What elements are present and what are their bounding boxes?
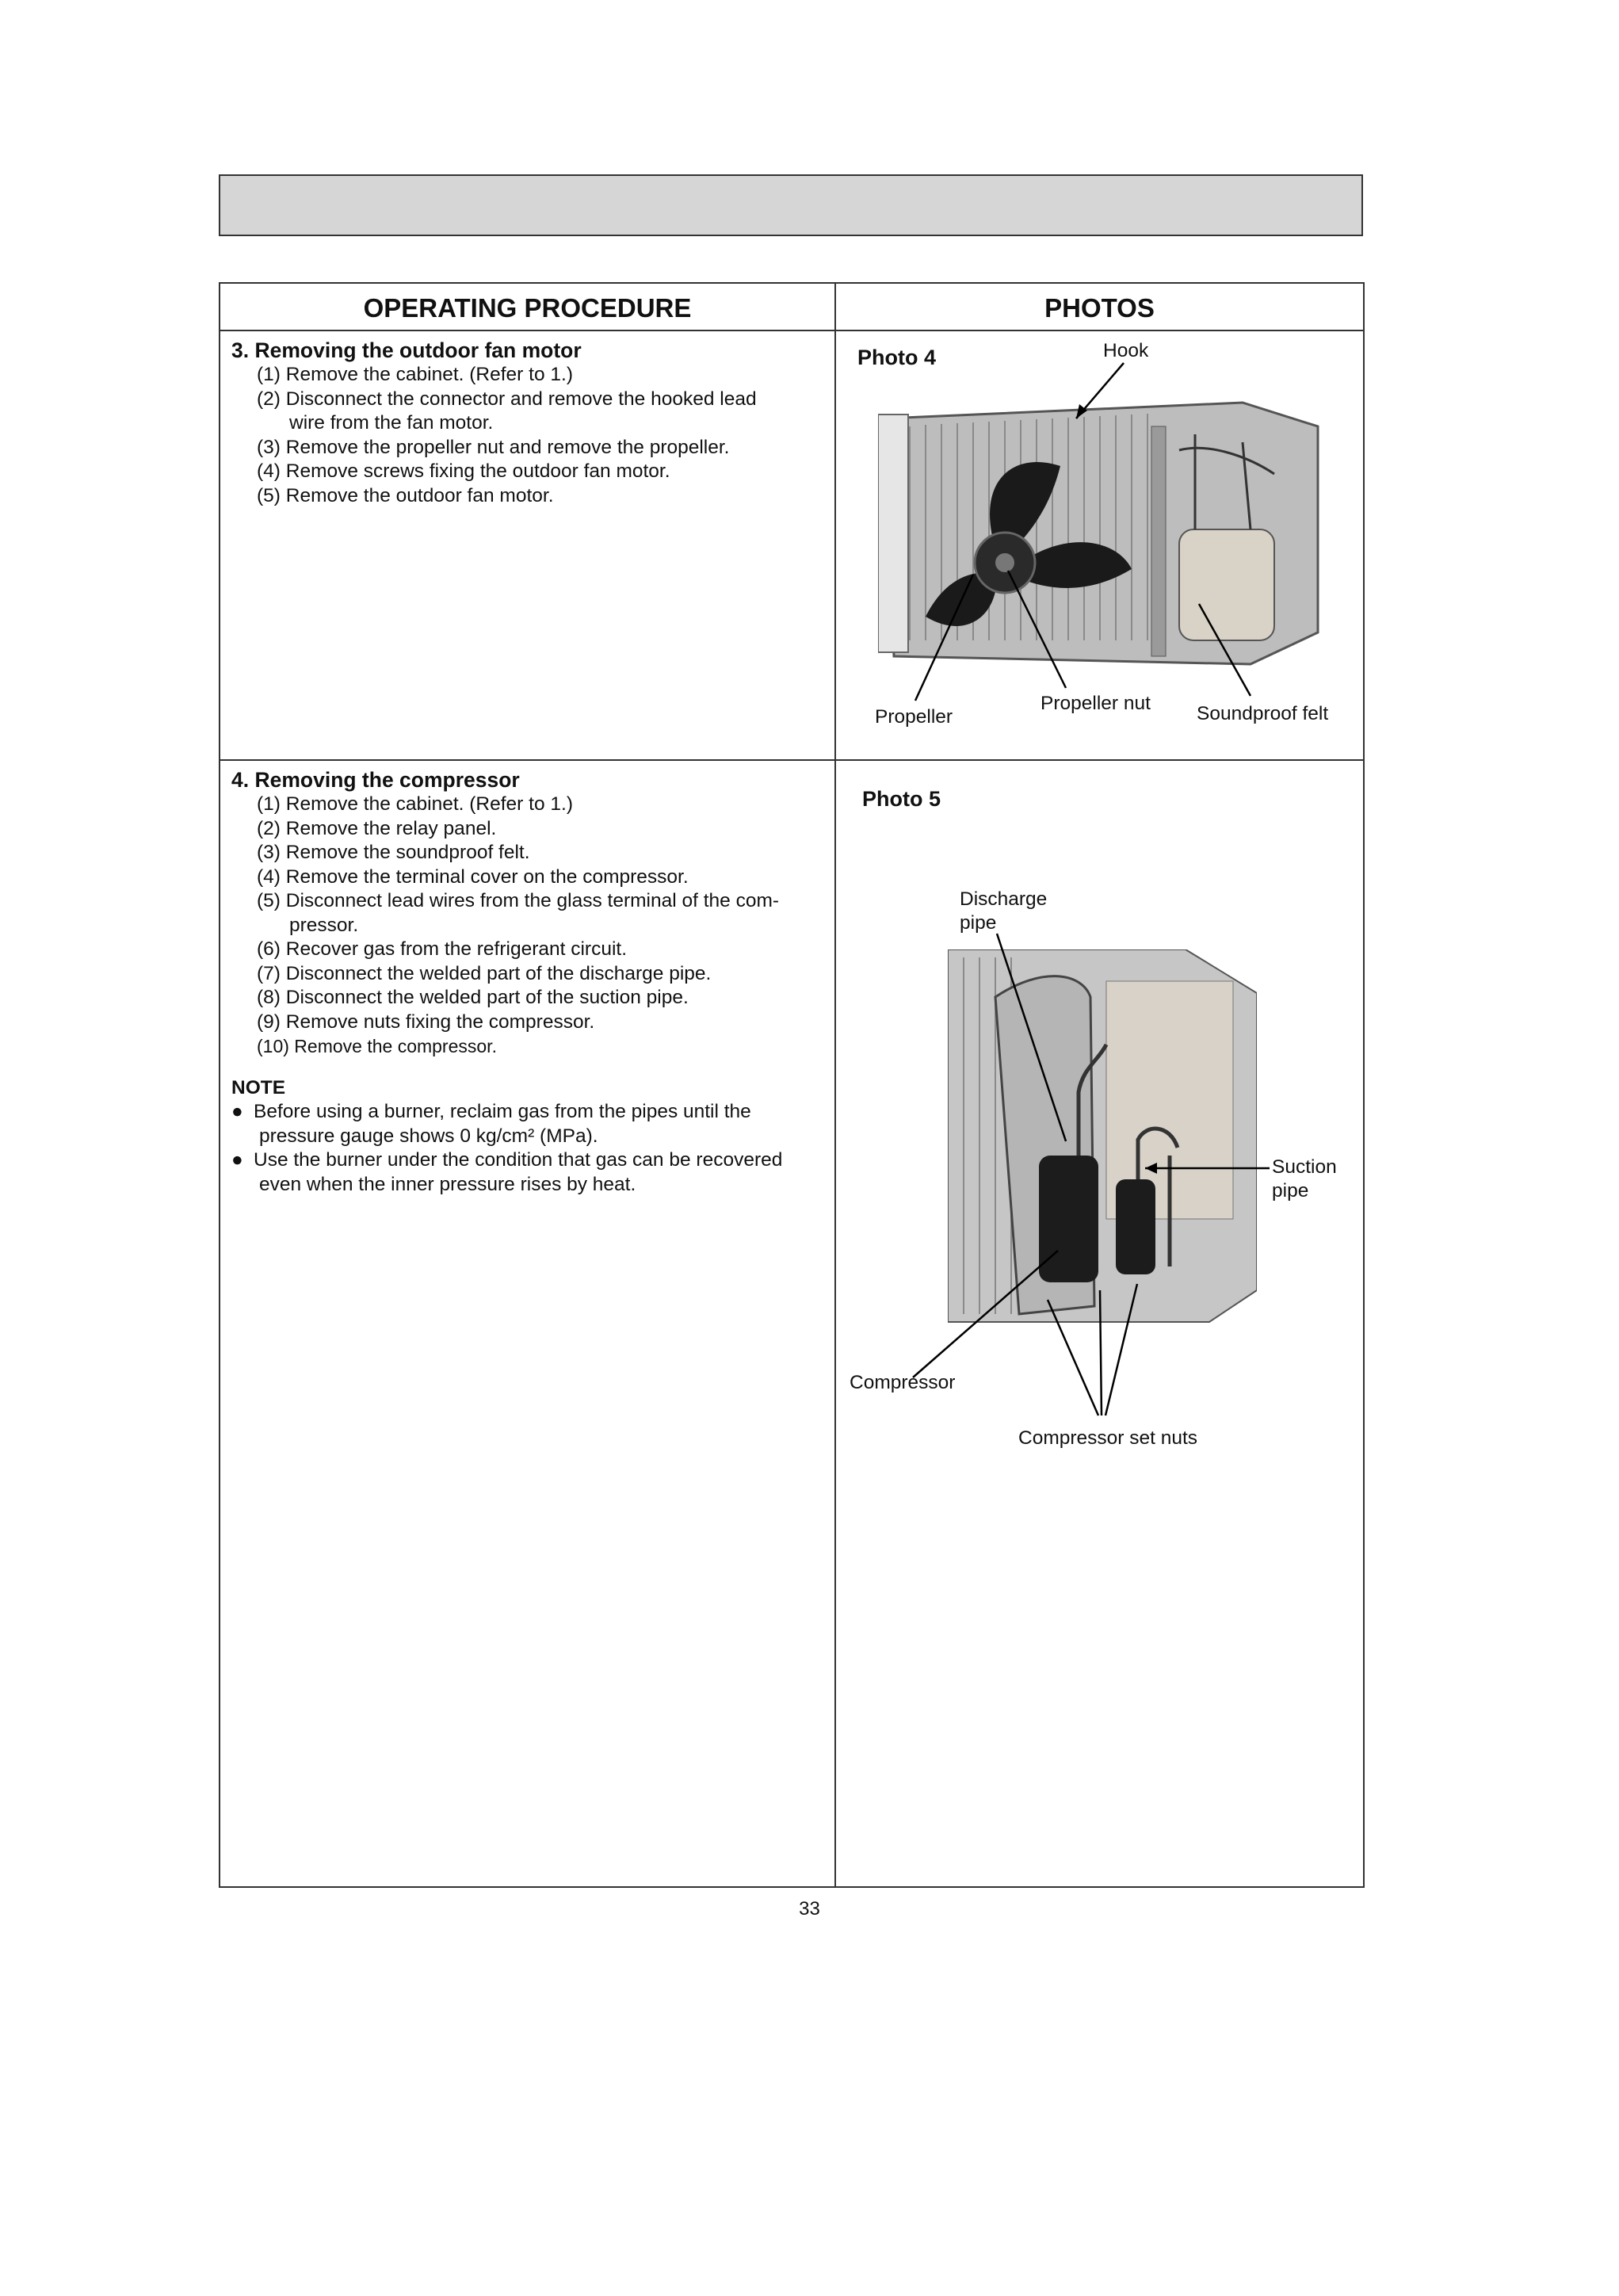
step-item: (7) Disconnect the welded part of the discharge pipe. [257, 962, 712, 984]
note-continuation: pressure gauge shows 0 kg/cm² (MPa). [259, 1125, 598, 1147]
section-title: 3. Removing the outdoor fan motor [231, 338, 582, 362]
page-number: 33 [799, 1898, 820, 1920]
photo-4-label: Photo 4 [857, 346, 936, 369]
step-item: (2) Remove the relay panel. [257, 817, 497, 839]
step-item: (3) Remove the propeller nut and remove the propeller. [257, 436, 730, 458]
note-text: Before using a burner, reclaim gas from the pipes until the [254, 1101, 751, 1122]
step-item: (1) Remove the cabinet. (Refer to 1.) [257, 793, 573, 815]
step-item: (6) Recover gas from the refrigerant circuit. [257, 938, 628, 960]
procedure-column-header: OPERATING PROCEDURE [363, 293, 692, 323]
step-continuation: wire from the fan motor. [289, 412, 494, 434]
step-item: (5) Remove the outdoor fan motor. [257, 484, 554, 506]
caption-discharge-pipe-line1: Discharge [960, 888, 1048, 910]
caption-soundproof-felt: Soundproof felt [1197, 703, 1329, 724]
step-item: (10) Remove the compressor. [257, 1036, 497, 1056]
step-item: (1) Remove the cabinet. (Refer to 1.) [257, 364, 573, 385]
note-title: NOTE [231, 1076, 286, 1098]
photo-5-label: Photo 5 [862, 787, 941, 811]
step-item: (2) Disconnect the connector and remove the hooked lead [257, 388, 757, 410]
caption-compressor: Compressor [850, 1372, 956, 1393]
caption-hook: Hook [1103, 340, 1149, 361]
note-text: Use the burner under the condition that gas can be recovered [254, 1149, 783, 1171]
step-item: (8) Disconnect the welded part of the suction pipe. [257, 987, 689, 1008]
step-item: (4) Remove screws fixing the outdoor fan motor. [257, 460, 670, 482]
caption-propeller: Propeller [875, 706, 953, 728]
caption-suction-pipe-line2: pipe [1272, 1180, 1309, 1201]
step-continuation: pressor. [289, 914, 359, 936]
step-item: (5) Disconnect lead wires from the glass terminal of the com- [257, 890, 780, 911]
caption-discharge-pipe-line2: pipe [960, 912, 997, 934]
step-item: (9) Remove nuts fixing the compressor. [257, 1010, 595, 1033]
section-title: 4. Removing the compressor [231, 768, 520, 792]
caption-propeller-nut: Propeller nut [1041, 693, 1151, 714]
step-item: (4) Remove the terminal cover on the compressor. [257, 865, 689, 888]
step-item: (3) Remove the soundproof felt. [257, 842, 530, 863]
note-continuation: even when the inner pressure rises by heat. [259, 1173, 636, 1195]
bullet-icon: ● [231, 1101, 243, 1122]
photos-column-header: PHOTOS [1044, 293, 1155, 323]
caption-compressor-set-nuts: Compressor set nuts [1018, 1427, 1198, 1449]
caption-suction-pipe-line1: Suction [1272, 1156, 1337, 1178]
bullet-icon: ● [231, 1149, 243, 1171]
